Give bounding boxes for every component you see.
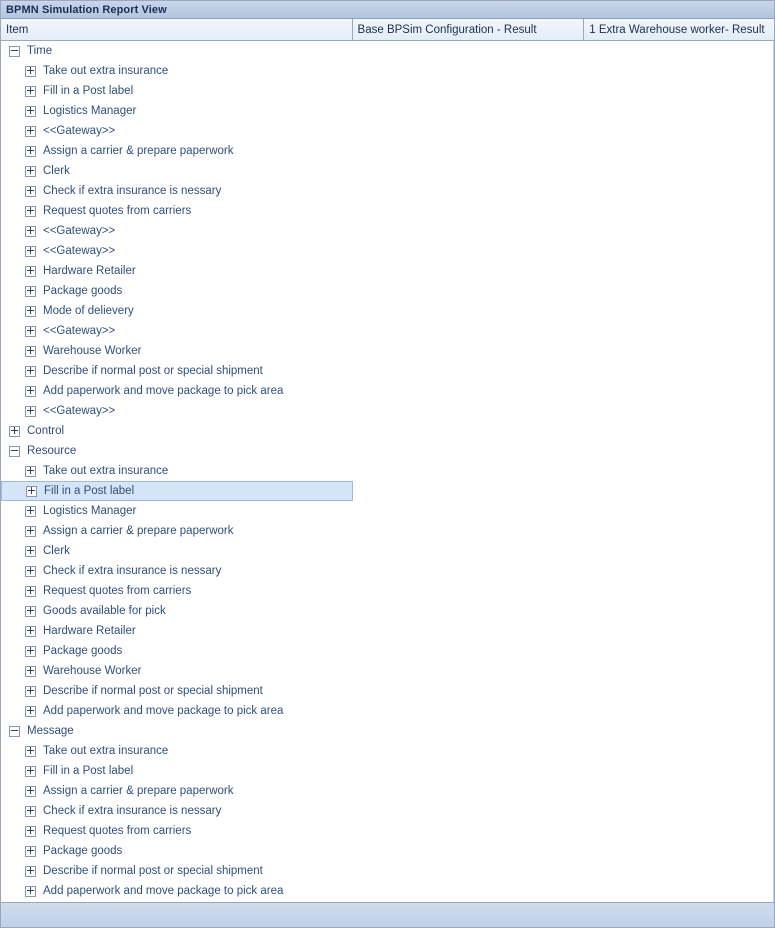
- collapse-icon[interactable]: [9, 46, 20, 57]
- tree-row-label: Warehouse Worker: [43, 665, 142, 677]
- tree-row[interactable]: [1, 681, 773, 701]
- expand-icon[interactable]: [25, 886, 36, 897]
- tree-row-label: Request quotes from carriers: [43, 825, 192, 837]
- expand-icon[interactable]: [25, 106, 36, 117]
- tree-row[interactable]: [1, 861, 773, 881]
- tree-row-label: Mode of delievery: [43, 305, 134, 317]
- window-title: BPMN Simulation Report View: [6, 3, 167, 16]
- tree-row-label: <<Gateway>>: [43, 225, 116, 237]
- tree-row[interactable]: [1, 661, 773, 681]
- tree-row-label: Add paperwork and move package to pick area: [43, 385, 284, 397]
- tree-row-label: <<Gateway>>: [43, 405, 116, 417]
- tree-row-label: Clerk: [43, 165, 70, 177]
- tree-row-label: Package goods: [43, 845, 123, 857]
- tree-row-label: Assign a carrier & prepare paperwork: [43, 145, 234, 157]
- expand-icon[interactable]: [25, 406, 36, 417]
- expand-icon[interactable]: [25, 666, 36, 677]
- expand-icon[interactable]: [25, 346, 36, 357]
- tree-row[interactable]: [1, 221, 773, 241]
- tree-row-label: <<Gateway>>: [43, 125, 116, 137]
- tree-row[interactable]: [1, 421, 773, 441]
- tree-row[interactable]: [1, 561, 773, 581]
- tree-row[interactable]: [1, 341, 773, 361]
- column-header-item[interactable]: [1, 19, 353, 40]
- tree-column-header: [1, 19, 774, 41]
- expand-icon[interactable]: [25, 786, 36, 797]
- tree-row-label: Describe if normal post or special shipment: [43, 685, 263, 697]
- tree-row[interactable]: [1, 181, 773, 201]
- tree-row[interactable]: [1, 741, 773, 761]
- tree-row-label: Logistics Manager: [43, 505, 137, 517]
- tree-row-label: Warehouse Worker: [43, 345, 142, 357]
- expand-icon[interactable]: [25, 306, 36, 317]
- expand-icon[interactable]: [26, 486, 37, 497]
- tree-row-label: Message: [27, 725, 74, 737]
- tree-row[interactable]: [1, 321, 773, 341]
- window-titlebar: [1, 1, 774, 19]
- expand-icon[interactable]: [25, 326, 36, 337]
- tree-row-label: Clerk: [43, 545, 70, 557]
- window-bottom-strip: [1, 902, 774, 927]
- expand-icon[interactable]: [25, 286, 36, 297]
- tree-row[interactable]: [1, 361, 773, 381]
- expand-icon[interactable]: [25, 826, 36, 837]
- expand-icon[interactable]: [25, 746, 36, 757]
- collapse-icon[interactable]: [9, 446, 20, 457]
- tree-row-label: Fill in a Post label: [43, 765, 134, 777]
- tree-row-label: Add paperwork and move package to pick area: [43, 705, 284, 717]
- tree-row[interactable]: [1, 101, 773, 121]
- tree-row-label: Check if extra insurance is nessary: [43, 185, 222, 197]
- expand-icon[interactable]: [25, 66, 36, 77]
- tree-row-label: Take out extra insurance: [43, 745, 169, 757]
- tree-row-label: <<Gateway>>: [43, 245, 116, 257]
- expand-icon[interactable]: [25, 146, 36, 157]
- expand-icon[interactable]: [25, 606, 36, 617]
- tree-row[interactable]: [1, 81, 773, 101]
- tree-row[interactable]: [1, 401, 773, 421]
- tree-row-label: Take out extra insurance: [43, 465, 169, 477]
- tree-row-label: Control: [27, 425, 65, 437]
- tree-row-label: Check if extra insurance is nessary: [43, 565, 222, 577]
- tree-row-label: Logistics Manager: [43, 105, 137, 117]
- tree-row[interactable]: [1, 581, 773, 601]
- tree-row[interactable]: [1, 261, 773, 281]
- expand-icon[interactable]: [25, 686, 36, 697]
- report-tree[interactable]: [1, 41, 774, 902]
- tree-row-label: Package goods: [43, 285, 123, 297]
- tree-row[interactable]: [1, 501, 773, 521]
- tree-row[interactable]: [1, 301, 773, 321]
- expand-icon[interactable]: [25, 586, 36, 597]
- expand-icon[interactable]: [25, 626, 36, 637]
- tree-row-label: Describe if normal post or special shipment: [43, 365, 263, 377]
- tree-row[interactable]: [1, 801, 773, 821]
- expand-icon[interactable]: [25, 206, 36, 217]
- expand-icon[interactable]: [25, 866, 36, 877]
- column-header-extra-worker-result[interactable]: [584, 19, 774, 40]
- tree-row[interactable]: [1, 701, 773, 721]
- tree-row[interactable]: [1, 641, 773, 661]
- tree-row[interactable]: [1, 541, 773, 561]
- tree-row-label: Goods available for pick: [43, 605, 166, 617]
- expand-icon[interactable]: [25, 366, 36, 377]
- expand-icon[interactable]: [25, 86, 36, 97]
- tree-row[interactable]: [1, 481, 353, 501]
- expand-icon[interactable]: [25, 706, 36, 717]
- expand-icon[interactable]: [25, 246, 36, 257]
- tree-row[interactable]: [1, 461, 773, 481]
- expand-icon[interactable]: [25, 806, 36, 817]
- column-header-base-config-result[interactable]: [353, 19, 585, 40]
- expand-icon[interactable]: [25, 466, 36, 477]
- expand-icon[interactable]: [25, 266, 36, 277]
- column-header-extra-worker-result-label: 1 Extra Warehouse worker- Result: [589, 23, 765, 36]
- tree-row[interactable]: [1, 121, 773, 141]
- expand-icon[interactable]: [25, 846, 36, 857]
- column-header-base-config-result-label: Base BPSim Configuration - Result: [357, 23, 537, 36]
- tree-row[interactable]: [1, 621, 773, 641]
- tree-row[interactable]: [1, 881, 773, 901]
- tree-row-label: Resource: [27, 445, 77, 457]
- expand-icon[interactable]: [25, 546, 36, 557]
- tree-row-label: Check if extra insurance is nessary: [43, 805, 222, 817]
- tree-row[interactable]: [1, 281, 773, 301]
- tree-row[interactable]: [1, 521, 773, 541]
- expand-icon[interactable]: [25, 526, 36, 537]
- tree-row[interactable]: [1, 781, 773, 801]
- tree-row-label: Fill in a Post label: [43, 85, 134, 97]
- expand-icon[interactable]: [25, 126, 36, 137]
- tree-row-label: Assign a carrier & prepare paperwork: [43, 525, 234, 537]
- tree-row-label: Time: [27, 45, 53, 57]
- tree-row[interactable]: [1, 721, 773, 741]
- expand-icon[interactable]: [25, 386, 36, 397]
- tree-row-label: Describe if normal post or special shipment: [43, 865, 263, 877]
- tree-row[interactable]: [1, 241, 773, 261]
- tree-row-label: Request quotes from carriers: [43, 205, 192, 217]
- tree-row-label: Hardware Retailer: [43, 265, 136, 277]
- expand-icon[interactable]: [25, 766, 36, 777]
- tree-row[interactable]: [1, 161, 773, 181]
- tree-row-label: Add paperwork and move package to pick area: [43, 885, 284, 897]
- collapse-icon[interactable]: [9, 726, 20, 737]
- expand-icon[interactable]: [25, 506, 36, 517]
- tree-row[interactable]: [1, 821, 773, 841]
- expand-icon[interactable]: [25, 186, 36, 197]
- tree-row[interactable]: [1, 381, 773, 401]
- tree-row[interactable]: [1, 201, 773, 221]
- column-header-item-label: Item: [6, 23, 29, 36]
- tree-row-label: Request quotes from carriers: [43, 585, 192, 597]
- expand-icon[interactable]: [25, 226, 36, 237]
- tree-row[interactable]: [1, 841, 773, 861]
- tree-row[interactable]: [1, 441, 773, 461]
- tree-row-label: Fill in a Post label: [44, 485, 135, 497]
- tree-row-label: <<Gateway>>: [43, 325, 116, 337]
- tree-row[interactable]: [1, 61, 773, 81]
- tree-row[interactable]: [1, 41, 773, 61]
- tree-row[interactable]: [1, 601, 773, 621]
- expand-icon[interactable]: [25, 566, 36, 577]
- tree-row[interactable]: [1, 141, 773, 161]
- tree-row-label: Hardware Retailer: [43, 625, 136, 637]
- tree-row-label: Take out extra insurance: [43, 65, 169, 77]
- expand-icon[interactable]: [25, 166, 36, 177]
- tree-row-label: Package goods: [43, 645, 123, 657]
- expand-icon[interactable]: [9, 426, 20, 437]
- tree-row-label: Assign a carrier & prepare paperwork: [43, 785, 234, 797]
- tree-row[interactable]: [1, 761, 773, 781]
- expand-icon[interactable]: [25, 646, 36, 657]
